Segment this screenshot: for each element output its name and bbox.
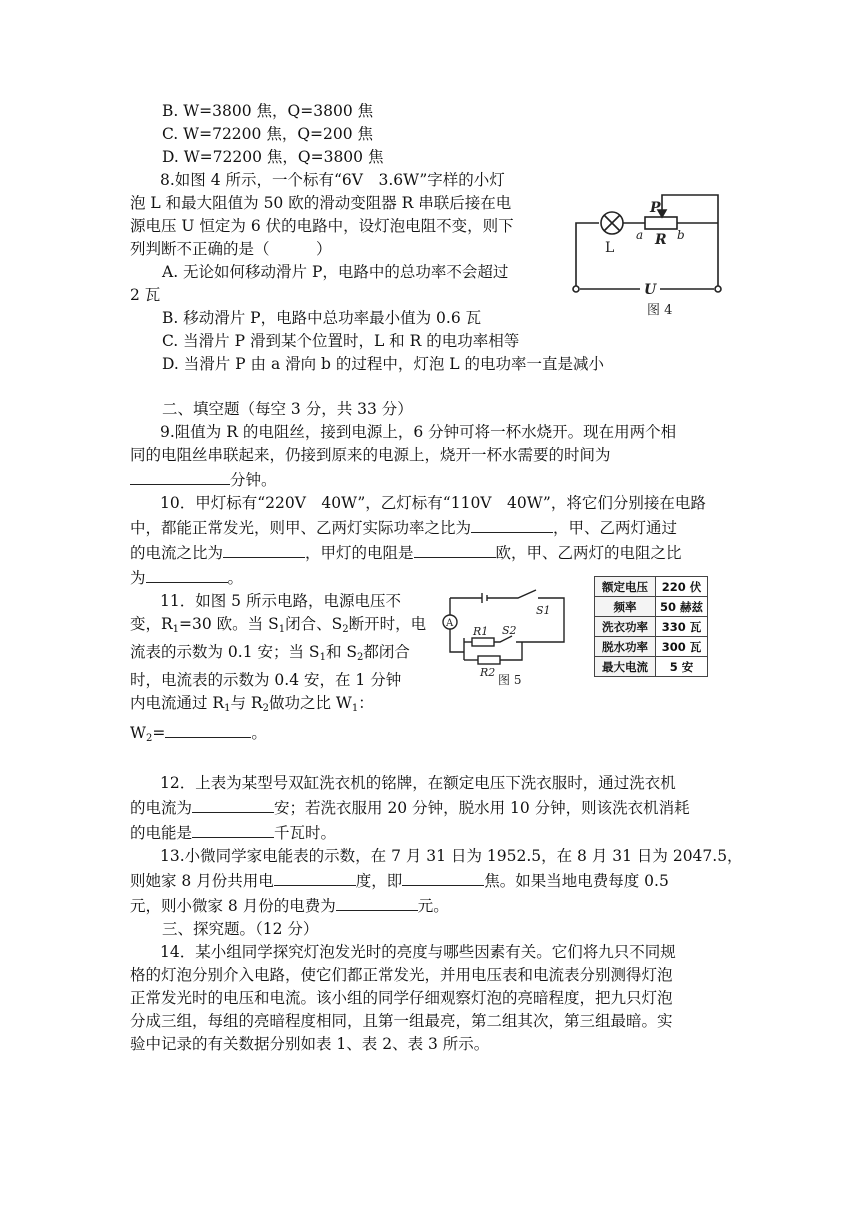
q14-line2: 格的灯泡分别介入电路，使它们都正常发光，并用电压表和电流表分别测得灯泡 [130, 966, 673, 984]
q11-line5-c: 做功之比 W [268, 694, 352, 712]
question-14 [130, 941, 740, 1056]
q11-line5-a: 内电流通过 R [130, 694, 225, 712]
q13-blank-cost[interactable] [336, 893, 418, 911]
nameplate-row [595, 637, 708, 657]
q12-blank-current[interactable] [192, 795, 274, 813]
q10-blank-resistance[interactable] [414, 540, 496, 558]
q11-sub: 1 [278, 624, 286, 635]
q13-line3-b: 元。 [417, 897, 449, 915]
q10-blank-power-ratio[interactable] [471, 515, 553, 533]
end-b-label: b [677, 228, 685, 242]
battery-symbol [482, 593, 487, 603]
q8-stem-line2: 泡 L 和最大阻值为 50 欧的滑动变阻器 R 串联后接在电 [130, 194, 512, 212]
q12-line1: 12．上表为某型号双缸洗衣机的铭牌，在额定电压下洗衣服时，通过洗衣机 [160, 774, 676, 792]
q11-sub: 2 [145, 733, 153, 744]
q14-line1: 14．某小组同学探究灯泡发光时的亮度与哪些因素有关。它们将九只不同规 [160, 943, 676, 961]
q11-line3-b: 和 S [325, 643, 357, 661]
nameplate-row [595, 617, 708, 637]
nameplate-key: 洗衣功率 [595, 617, 656, 637]
s2-label: S2 [502, 624, 517, 637]
r2-label: R2 [480, 666, 496, 679]
q11-line3-c: 都闭合 [363, 643, 410, 661]
q13-line2-c: 焦。如果当地电费每度 0.5 [484, 872, 669, 890]
q11-sub: 2 [356, 652, 364, 663]
question-8 [130, 169, 560, 307]
q8-option-b: B. 移动滑片 P，电路中总功率最小值为 0.6 瓦 [162, 309, 482, 327]
q11-line2-d: 断开时，电 [348, 615, 427, 633]
slider-label: P [650, 200, 661, 216]
nameplate-key: 频率 [595, 597, 656, 617]
q13-blank-kwh[interactable] [274, 868, 356, 886]
q8-stem-line3: 源电压 U 恒定为 6 伏的电路中，设灯泡电阻不变，则下 [130, 217, 514, 235]
q12-line3-a: 的电能是 [130, 824, 193, 842]
q11-line5-d: ： [358, 694, 374, 712]
terminal-left [573, 286, 579, 292]
r2-symbol [478, 656, 500, 664]
q10-line1: 10．甲灯标有“220V 40W”，乙灯标有“110V 40W”，将它们分别接在电路 [160, 494, 706, 512]
q11-line6-c: 。 [251, 724, 267, 742]
q10-line4-text-b: 。 [227, 569, 244, 587]
question-12 [130, 772, 740, 845]
nameplate-key: 脱水功率 [595, 637, 656, 657]
nameplate-value: 220 伏 [656, 577, 708, 597]
q14-line4: 分成三组，每组的亮暗程度相同，且第一组最亮，第二组其次，第三组最暗。实 [130, 1012, 673, 1030]
q13-line2-b: 度，即 [355, 872, 403, 890]
nameplate-value: 300 瓦 [656, 637, 708, 657]
q8-option-a-line2: 2 瓦 [130, 286, 161, 304]
nameplate-value: 50 赫兹 [656, 597, 708, 617]
q12-line2-a: 的电流为 [130, 799, 193, 817]
rheostat-symbol [645, 217, 677, 229]
q13-blank-joules[interactable] [402, 868, 484, 886]
washing-machine-nameplate [594, 576, 708, 677]
q9-line1: 9.阻值为 R 的电阻丝，接到电源上，6 分钟可将一杯水烧开。现在用两个相 [160, 423, 677, 441]
q13-line2-a: 则她家 8 月份共用电 [130, 872, 274, 890]
q12-line3-b: 千瓦时。 [274, 824, 337, 842]
question-13 [130, 845, 743, 918]
q11-sub: 2 [342, 624, 349, 635]
q10-line2-text-b: ，甲、乙两灯通过 [553, 519, 678, 537]
q10-line2-text-a: 中，都能正常发光，则甲、乙两灯实际功率之比为 [130, 519, 472, 537]
nameplate-row [595, 657, 708, 677]
ammeter-label: A [446, 618, 454, 629]
question-9 [130, 421, 740, 492]
q11-sub: 1 [319, 652, 326, 663]
end-a-label: a [636, 228, 644, 242]
q11-answer-blank[interactable] [165, 720, 251, 738]
q11-line2-a: 变，R [130, 615, 173, 633]
figure-5-circuit [442, 580, 570, 686]
section-3-heading: 三、探究题。（12 分） [162, 920, 319, 938]
nameplate-row [595, 577, 708, 597]
q9-line2: 同的电阻丝串联起来，仍接到原来的电源上，烧开一杯水需要的时间为 [130, 446, 611, 464]
nameplate-value: 330 瓦 [656, 617, 708, 637]
terminal-right [715, 286, 721, 292]
q10-line4-text-a: 为 [130, 569, 146, 587]
q8-option-d: D. 当滑片 P 由 a 滑向 b 的过程中，灯泡 L 的电功率一直是减小 [162, 355, 605, 373]
s1-label: S1 [536, 604, 551, 617]
q7-option-c: C. W=72200 焦，Q=200 焦 [162, 125, 374, 143]
q8-option-a-line1: A. 无论如何移动滑片 P，电路中的总功率不会超过 [162, 263, 509, 281]
q11-line3-a: 流表的示数为 0.1 安；当 S [130, 643, 320, 661]
q11-line6-a: W [130, 724, 146, 742]
q10-blank-current-ratio[interactable] [223, 540, 305, 558]
figure-4-circuit [568, 188, 736, 322]
resistor-label: R [655, 232, 667, 248]
r1-label: R1 [473, 625, 489, 638]
q11-sub: 1 [172, 624, 180, 635]
q12-blank-energy[interactable] [192, 820, 274, 838]
q8-stem-line1: 8.如图 4 所示，一个标有“6V 3.6W”字样的小灯 [160, 171, 505, 189]
q8-stem-line4: 列判断不正确的是（ ） [130, 240, 332, 258]
q11-line5-b: 与 R [230, 694, 263, 712]
nameplate-row [595, 597, 708, 617]
q10-blank-resistance-ratio[interactable] [146, 565, 228, 583]
q11-sub: 2 [262, 703, 269, 714]
q10-line3-text-a: 的电流之比为 [130, 544, 224, 562]
q11-line4: 时，电流表的示数为 0.4 安，在 1 分钟 [130, 671, 402, 689]
q11-line2-c: 闭合、S [285, 615, 343, 633]
q9-answer-blank[interactable] [130, 467, 230, 485]
nameplate-key: 最大电流 [595, 657, 656, 677]
voltage-label: U [644, 282, 657, 298]
q13-line3-a: 元，则小微家 8 月份的电费为 [130, 897, 336, 915]
section-2-heading: 二、填空题（每空 3 分，共 33 分） [162, 400, 413, 418]
q10-line3-text-c: 欧，甲、乙两灯的电阻之比 [495, 544, 682, 562]
q11-line1: 11．如图 5 所示电路，电源电压不 [160, 592, 401, 610]
figure-5-caption: 图 5 [498, 673, 522, 686]
q11-sub: 1 [351, 703, 359, 714]
q8-option-c: C. 当滑片 P 滑到某个位置时，L 和 R 的电功率相等 [162, 332, 520, 350]
q12-line2-b: 安；若洗衣服用 20 分钟，脱水用 10 分钟，则该洗衣机消耗 [274, 799, 690, 817]
q7-option-d: D. W=72200 焦，Q=3800 焦 [162, 148, 384, 166]
q13-line1: 13.小微同学家电能表的示数，在 7 月 31 日为 1952.5，在 8 月 31 日为 2047.5， [160, 847, 743, 865]
q14-line5: 验中记录的有关数据分别如表 1、表 2、表 3 所示。 [130, 1035, 490, 1053]
question-11 [130, 590, 427, 750]
r1-symbol [472, 638, 494, 646]
nameplate-value: 5 安 [656, 657, 708, 677]
q10-line3-text-b: ，甲灯的电阻是 [305, 544, 414, 562]
nameplate-key: 额定电压 [595, 577, 656, 597]
q11-line2-b: =30 欧。当 S [179, 615, 279, 633]
q11-sub: 1 [224, 703, 231, 714]
q14-line3: 正常发光时的电压和电流。该小组的同学仔细观察灯泡的亮暗程度，把九只灯泡 [130, 989, 673, 1007]
q9-line3-text: 分钟。 [230, 471, 277, 489]
figure-4-caption: 图 4 [647, 303, 673, 318]
q11-line6-b: = [152, 724, 166, 742]
q7-option-b: B. W=3800 焦，Q=3800 焦 [162, 102, 374, 120]
lamp-label: L [605, 240, 615, 256]
